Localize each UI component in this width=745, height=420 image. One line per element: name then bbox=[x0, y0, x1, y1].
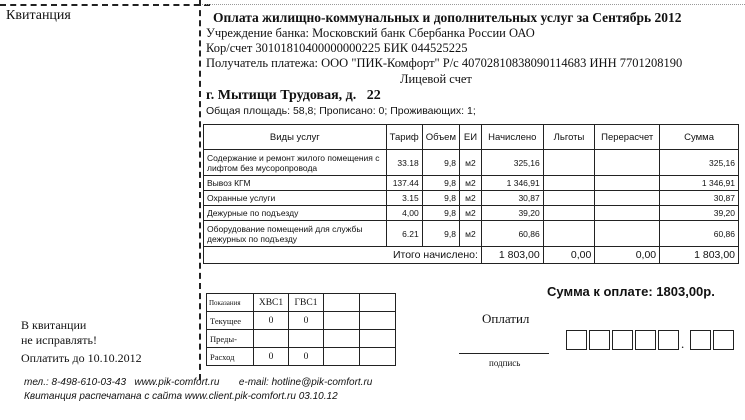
kopeck-digit-box[interactable] bbox=[713, 330, 734, 350]
meter-header: Показания bbox=[207, 294, 254, 312]
meter-row-previous: Преды- bbox=[207, 330, 254, 348]
col-header-unit: ЕИ bbox=[459, 125, 481, 150]
service-name: Дежурные по подъезду bbox=[204, 206, 387, 221]
col-header-charged: Начислено bbox=[481, 125, 543, 150]
top-cut-line-right bbox=[199, 4, 745, 5]
warn-line-1: В квитанции bbox=[21, 318, 87, 332]
table-row bbox=[204, 206, 739, 221]
recalc bbox=[595, 150, 660, 176]
sum: 1 346,91 bbox=[660, 176, 739, 191]
amount-due: Сумма к оплате: 1803,00р. bbox=[547, 284, 715, 299]
account-info: Кор/счет 30101810400000000225 БИК 044525225 bbox=[206, 41, 468, 55]
meter-usage-hot: 0 bbox=[289, 348, 324, 366]
personal-account-label: Лицевой счет bbox=[400, 72, 472, 86]
meter-current-hot: 0 bbox=[289, 312, 324, 330]
unit: м2 bbox=[459, 191, 481, 206]
meter-readings-table bbox=[206, 293, 396, 366]
pay-by-date: Оплатить до 10.10.2012 bbox=[21, 351, 142, 365]
kopeck-digit-box[interactable] bbox=[690, 330, 711, 350]
table-header-row bbox=[204, 125, 739, 150]
col-header-recalc: Перерасчет bbox=[595, 125, 660, 150]
footer-contacts: тел.: 8-498-610-03-43 www.pik-comfort.ru e-mail: hotline@pik-comfort.ru bbox=[24, 377, 373, 388]
meter-empty-cell bbox=[360, 348, 396, 366]
area-info: Общая площадь: 58,8; Прописано: 0; Проживающих: 1; bbox=[206, 105, 476, 117]
volume: 9,8 bbox=[422, 176, 459, 191]
unit: м2 bbox=[459, 206, 481, 221]
total-charged: 1 803,00 bbox=[481, 247, 543, 264]
table-row bbox=[204, 176, 739, 191]
signature-label: подпись bbox=[489, 358, 521, 368]
charged: 30,87 bbox=[481, 191, 543, 206]
decimal-dot: . bbox=[681, 336, 685, 351]
charged: 39,20 bbox=[481, 206, 543, 221]
benefits bbox=[543, 176, 595, 191]
table-row bbox=[204, 150, 739, 176]
total-label: Итого начислено: bbox=[204, 247, 482, 264]
charged: 60,86 bbox=[481, 221, 543, 247]
amount-digit-box[interactable] bbox=[589, 330, 610, 350]
vertical-cut-line bbox=[199, 0, 201, 380]
meter-empty-cell bbox=[324, 330, 360, 348]
paid-label: Оплатил bbox=[482, 311, 530, 326]
recalc bbox=[595, 176, 660, 191]
col-header-volume: Объем bbox=[422, 125, 459, 150]
volume: 9,8 bbox=[422, 221, 459, 247]
meter-prev-hot bbox=[289, 330, 324, 348]
charged: 325,16 bbox=[481, 150, 543, 176]
benefits bbox=[543, 221, 595, 247]
recalc bbox=[595, 206, 660, 221]
col-header-tariff: Тариф bbox=[386, 125, 422, 150]
payee-info: Получатель платежа: ООО "ПИК-Комфорт" Р/с 40702810838090114683 ИНН 7701208190 bbox=[206, 56, 683, 70]
amount-digit-box[interactable] bbox=[612, 330, 633, 350]
service-name: Охранные услуги bbox=[204, 191, 387, 206]
unit: м2 bbox=[459, 176, 481, 191]
address: г. Мытищи Трудовая, д. 22 bbox=[206, 88, 381, 103]
table-row bbox=[204, 221, 739, 247]
unit: м2 bbox=[459, 221, 481, 247]
recalc bbox=[595, 191, 660, 206]
recalc bbox=[595, 221, 660, 247]
col-header-sum: Сумма bbox=[660, 125, 739, 150]
meter-prev-cold bbox=[254, 330, 289, 348]
volume: 9,8 bbox=[422, 150, 459, 176]
sum: 39,20 bbox=[660, 206, 739, 221]
tariff: 3.15 bbox=[386, 191, 422, 206]
meter-empty-cell bbox=[324, 294, 360, 312]
benefits bbox=[543, 150, 595, 176]
warn-line-2: не исправлять! bbox=[21, 333, 97, 347]
amount-digit-box[interactable] bbox=[566, 330, 587, 350]
sum: 325,16 bbox=[660, 150, 739, 176]
unit: м2 bbox=[459, 150, 481, 176]
tariff: 137.44 bbox=[386, 176, 422, 191]
col-header-service: Виды услуг bbox=[204, 125, 387, 150]
meter-col-cold: ХВС1 bbox=[254, 294, 289, 312]
benefits bbox=[543, 191, 595, 206]
service-name: Содержание и ремонт жилого помещения с лифтом без мусоропровода bbox=[204, 150, 387, 176]
service-name: Оборудование помещений для службы дежурных по подъезду bbox=[204, 221, 387, 247]
col-header-benefits: Льготы bbox=[543, 125, 595, 150]
amount-digit-box[interactable] bbox=[635, 330, 656, 350]
total-benefits: 0,00 bbox=[543, 247, 595, 264]
tariff: 6.21 bbox=[386, 221, 422, 247]
meter-current-cold: 0 bbox=[254, 312, 289, 330]
table-row bbox=[204, 191, 739, 206]
meter-empty-cell bbox=[360, 294, 396, 312]
tariff: 33.18 bbox=[386, 150, 422, 176]
total-recalc: 0,00 bbox=[595, 247, 660, 264]
sum: 60,86 bbox=[660, 221, 739, 247]
meter-row-usage: Расход bbox=[207, 348, 254, 366]
volume: 9,8 bbox=[422, 191, 459, 206]
charges-table bbox=[203, 124, 739, 264]
meter-usage-cold: 0 bbox=[254, 348, 289, 366]
benefits bbox=[543, 206, 595, 221]
meter-col-hot: ГВС1 bbox=[289, 294, 324, 312]
sum: 30,87 bbox=[660, 191, 739, 206]
charged: 1 346,91 bbox=[481, 176, 543, 191]
volume: 9,8 bbox=[422, 206, 459, 221]
tariff: 4,00 bbox=[386, 206, 422, 221]
receipt-title: Оплата жилищно-коммунальных и дополнительных услуг за Сентябрь 2012 bbox=[213, 10, 682, 25]
stub-title: Квитанция bbox=[6, 8, 71, 23]
total-row bbox=[204, 247, 739, 264]
top-cut-line bbox=[0, 4, 210, 6]
signature-line bbox=[459, 353, 549, 354]
bank-info: Учреждение банка: Московский банк Сбербанка России ОАО bbox=[206, 26, 535, 40]
meter-empty-cell bbox=[360, 312, 396, 330]
footer-printed: Квитанция распечатана с сайта www.client.pik-comfort.ru 03.10.12 bbox=[24, 391, 338, 402]
meter-row-current: Текущее bbox=[207, 312, 254, 330]
meter-empty-cell bbox=[324, 348, 360, 366]
service-name: Вывоз КГМ bbox=[204, 176, 387, 191]
meter-empty-cell bbox=[360, 330, 396, 348]
amount-digit-box[interactable] bbox=[658, 330, 679, 350]
total-sum: 1 803,00 bbox=[660, 247, 739, 264]
meter-empty-cell bbox=[324, 312, 360, 330]
